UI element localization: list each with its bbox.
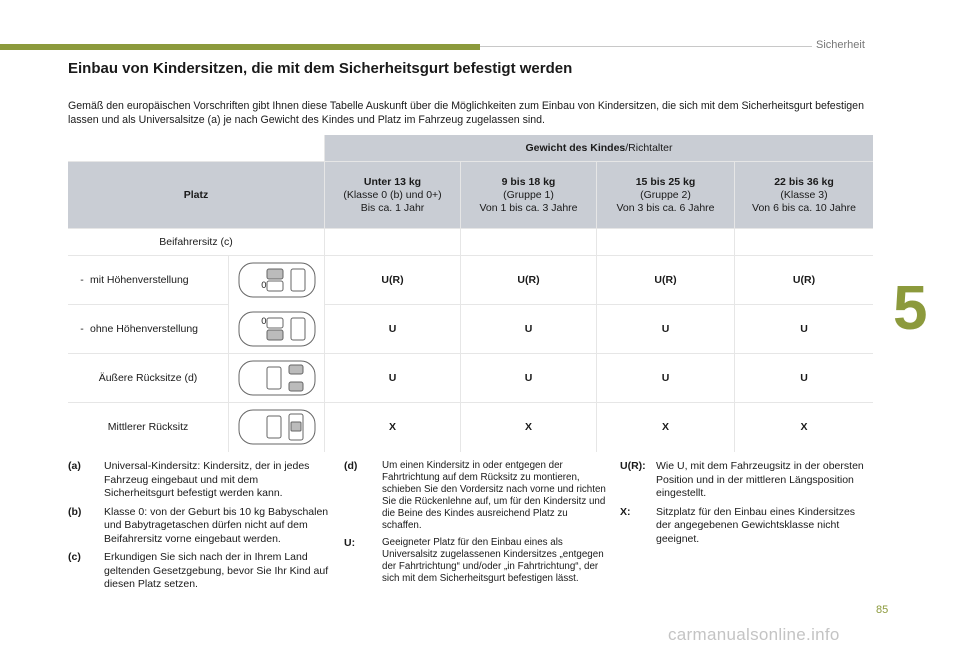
table-cell bbox=[597, 229, 734, 255]
note-ur: U(R): Wie U, mit dem Fahrzeugsitz in der obersten Position und in der mittleren Längsposition eingestellt. bbox=[620, 460, 864, 499]
note-a: (a) Universal-Kindersitz: Kindersitz, der in jedes Fahrzeug eingebaut und mit dem Sicherheitsgurt befestigt werden kann. bbox=[68, 460, 310, 499]
section-title: Sicherheit bbox=[816, 39, 865, 51]
table-cell: U(R) bbox=[325, 256, 460, 304]
weight-header-rest: /Richtalter bbox=[625, 141, 673, 154]
table-cell bbox=[461, 229, 596, 255]
table-cell: X bbox=[597, 403, 734, 452]
note-b: (b) Klasse 0: von der Geburt bis 10 kg Babyschalen und Babytragetaschen dürfen nicht auf dem Beifahrersitz vorne eingebaut werden. bbox=[68, 505, 329, 545]
weight-header bbox=[325, 135, 873, 161]
note-c: (c) Erkundigen Sie sich nach der in Ihrem Land geltenden Gesetzgebung, bevor Sie Ihr Kind auf diesen Platz setzen. bbox=[68, 551, 329, 590]
note-u: U: Geeigneter Platz für den Einbau eines als Universalsitz zugelassenen Kindersitzes „entgegen der Fahrtrichtung“ und/oder „in Fahrtrichtung“, der sich mit dem Sicherheitsgurt befestigen lässt. bbox=[344, 537, 604, 584]
svg-text:0: 0 bbox=[261, 317, 267, 327]
chapter-number: 5 bbox=[893, 274, 928, 343]
table-cell bbox=[325, 229, 460, 255]
row-label: - mit Höhenverstellung bbox=[68, 256, 228, 304]
intro-text: Gemäß den europäischen Vorschriften gibt Ihnen diese Tabelle Auskunft über die Möglichkeiten zum Einbau von Kindersitzen, die sich mit dem Sicherheitsgurt befestigen lassen und als Universalsitze (a) je nach Gewicht des Kindes und Platz im Fahrzeug zugelassen sind. bbox=[68, 100, 864, 126]
table-cell: U bbox=[461, 305, 596, 353]
note-x: X: Sitzplatz für den Einbau eines Kindersitzes der angegebenen Gewichtsklasse nicht geeignet. bbox=[620, 505, 856, 545]
child-seat-table bbox=[68, 135, 873, 452]
car-seat-diagram-front bbox=[229, 256, 324, 353]
table-cell: U bbox=[325, 354, 460, 402]
notes-left bbox=[68, 460, 330, 597]
notes-right bbox=[620, 460, 870, 551]
table-cell: U bbox=[461, 354, 596, 402]
car-seat-diagram-middle-rear bbox=[229, 403, 324, 452]
table-cell: X bbox=[461, 403, 596, 452]
svg-text:0: 0 bbox=[261, 281, 267, 291]
car-seat-diagram-outer-rear bbox=[229, 354, 324, 402]
header-rule bbox=[480, 46, 812, 47]
table-corner bbox=[68, 135, 324, 161]
table-cell: U bbox=[597, 354, 734, 402]
table-cell: U bbox=[735, 354, 873, 402]
row-label: Beifahrersitz (c) bbox=[68, 229, 324, 255]
row-label: - ohne Höhenverstellung bbox=[68, 305, 228, 353]
table-cell bbox=[735, 229, 873, 255]
place-header: Platz bbox=[68, 162, 324, 228]
table-cell: X bbox=[735, 403, 873, 452]
weight-header-bold: Gewicht des Kindes bbox=[525, 141, 626, 154]
row-label: Äußere Rücksitze (d) bbox=[68, 354, 228, 402]
table-cell: U bbox=[735, 305, 873, 353]
page-number: 85 bbox=[876, 604, 889, 616]
col-header: Unter 13 kg (Klasse 0 (b) und 0+) Bis ca. 1 Jahr bbox=[325, 162, 460, 228]
note-d: (d) Um einen Kindersitz in oder entgegen der Fahrtrichtung auf dem Rücksitz zu montieren, schieben Sie den Vordersitz nach vorne und richten Sie die Rückenlehne auf, um für den Kindersitz und die Beine des Kindes ausreichend Platz zu schaffen. bbox=[344, 460, 606, 531]
page-title: Einbau von Kindersitzen, die mit dem Sicherheitsgurt befestigt werden bbox=[68, 60, 573, 77]
col-header: 15 bis 25 kg (Gruppe 2) Von 3 bis ca. 6 Jahre bbox=[597, 162, 734, 228]
table-cell: U(R) bbox=[461, 256, 596, 304]
watermark: carmanualsonline.info bbox=[668, 625, 840, 644]
table-cell: U(R) bbox=[735, 256, 873, 304]
row-label: Mittlerer Rücksitz bbox=[68, 403, 228, 452]
table-cell: U(R) bbox=[597, 256, 734, 304]
notes-middle bbox=[344, 460, 606, 590]
col-header: 9 bis 18 kg (Gruppe 1) Von 1 bis ca. 3 Jahre bbox=[461, 162, 596, 228]
table-cell: U bbox=[325, 305, 460, 353]
accent-bar bbox=[0, 44, 480, 50]
table-cell: X bbox=[325, 403, 460, 452]
table-cell: U bbox=[597, 305, 734, 353]
col-header: 22 bis 36 kg (Klasse 3) Von 6 bis ca. 10 Jahre bbox=[735, 162, 873, 228]
